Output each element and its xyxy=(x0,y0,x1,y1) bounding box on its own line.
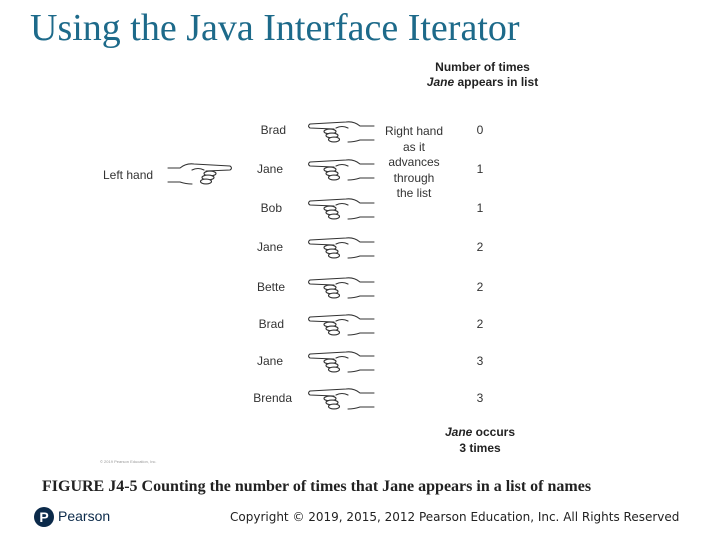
jane-count-value: 2 xyxy=(476,240,484,254)
result-note-line2: 3 times xyxy=(459,441,501,455)
right-hand-pointer-icon xyxy=(306,233,376,263)
right-hand-pointer-icon xyxy=(306,347,376,377)
count-column-header-name: Jane xyxy=(426,75,455,89)
pearson-logo-word: Pearson xyxy=(58,508,111,524)
right-hand-annotation-line: advances xyxy=(388,155,440,169)
right-hand-pointer-icon xyxy=(306,273,376,303)
right-hand-pointer-icon xyxy=(306,117,376,147)
jane-count-value: 2 xyxy=(476,280,484,294)
copyright-notice: Copyright © 2019, 2015, 2012 Pearson Education, Inc. All Rights Reserved xyxy=(230,510,680,524)
jane-count-value: 3 xyxy=(476,391,484,405)
right-hand-annotation-line: the list xyxy=(396,186,432,200)
count-column-header-line1: Number of times xyxy=(435,60,530,74)
result-note xyxy=(410,424,550,456)
list-item-name: Bob xyxy=(260,201,282,215)
result-note-rest: occurs xyxy=(472,425,516,439)
jane-count-value: 1 xyxy=(476,201,484,215)
list-item-name: Jane xyxy=(256,354,283,368)
result-note-name: Jane xyxy=(444,425,473,439)
list-item-name: Jane xyxy=(256,162,283,176)
list-item-name: Jane xyxy=(256,240,283,254)
jane-count-value: 3 xyxy=(476,354,484,368)
list-item-name: Brenda xyxy=(253,391,292,405)
right-hand-pointer-icon xyxy=(306,310,376,340)
list-item-name: Bette xyxy=(256,280,285,294)
left-hand-label: Left hand xyxy=(103,168,154,182)
pearson-logo-icon: P xyxy=(34,507,54,527)
right-hand-pointer-icon xyxy=(306,194,376,224)
jane-count-value: 1 xyxy=(476,162,484,176)
figure-credit: © 2019 Pearson Education, Inc. xyxy=(100,459,157,464)
list-item-name: Brad xyxy=(258,317,284,331)
right-hand-annotation-line: through xyxy=(393,170,435,185)
right-hand-annotation xyxy=(376,124,452,202)
count-column-header-rest: appears in list xyxy=(454,75,539,89)
slide-title: Using the Java Interface Iterator xyxy=(30,7,520,49)
right-hand-pointer-icon xyxy=(306,384,376,414)
list-item-name: Brad xyxy=(260,123,286,137)
right-hand-pointer-icon xyxy=(306,155,376,185)
jane-count-value: 0 xyxy=(476,123,484,137)
jane-count-value: 2 xyxy=(476,317,484,331)
right-hand-annotation-line: as it xyxy=(402,139,425,154)
figure-caption: FIGURE J4-5 Counting the number of times that Jane appears in a list of names xyxy=(42,478,592,495)
count-column-header xyxy=(410,60,555,90)
right-hand-annotation-line: Right hand xyxy=(384,124,444,138)
